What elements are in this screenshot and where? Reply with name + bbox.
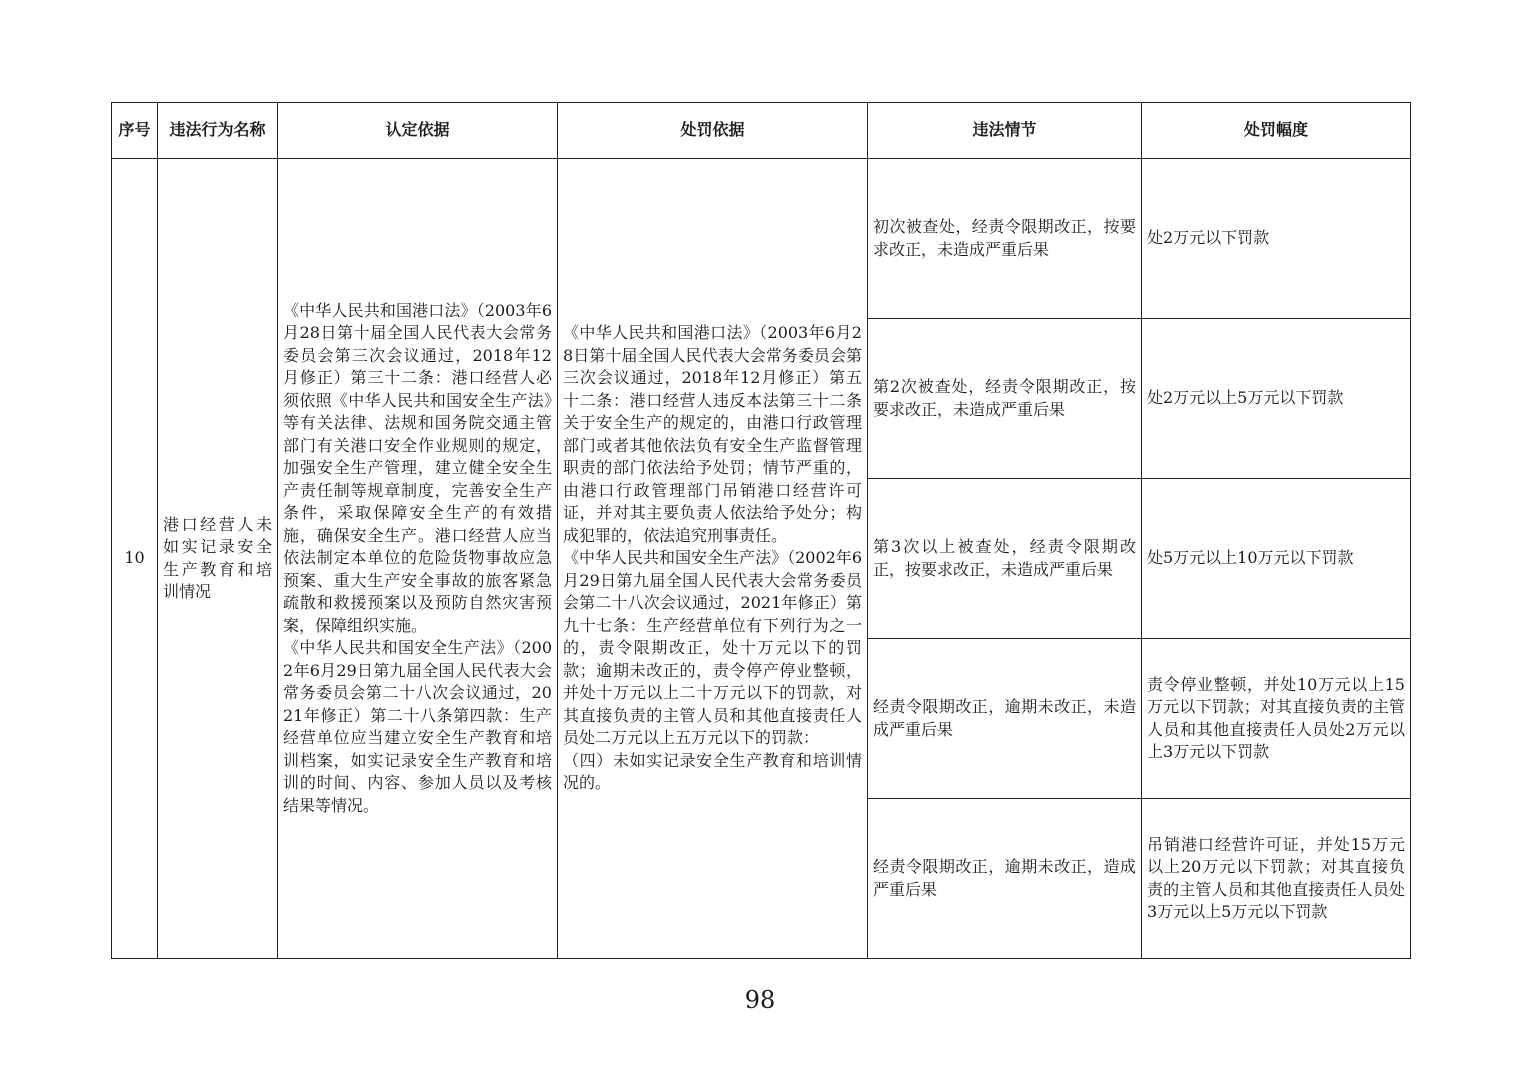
circumstance-cell: 第3次以上被查处，经责令限期改正，按要求改正，未造成严重后果 xyxy=(868,479,1142,639)
table-header-row xyxy=(112,103,1411,159)
circumstance-cell: 经责令限期改正，逾期未改正，未造成严重后果 xyxy=(868,639,1142,799)
page-number: 98 xyxy=(744,986,776,1014)
row-identification-basis xyxy=(278,159,558,959)
circumstance-cell: 初次被查处，经责令限期改正，按要求改正，未造成严重后果 xyxy=(868,159,1142,319)
row-violation-name: 港口经营人未如实记录安全生产教育和培训情况 xyxy=(158,159,278,959)
circumstance-cell: 第2次被查处，经责令限期改正，按要求改正，未造成严重后果 xyxy=(868,319,1142,479)
punish-safety-law: 《中华人民共和国安全生产法》（2002年6月29日第九届全国人民代表大会常务委员会第二十八次会议通过，2021年修正）第九十七条：生产经营单位有下列行为之一的，责令限期改正，处十万元以下的罚款；逾期未改正的，责令停产停业整顿，并处十万元以上二十万元以下的罚款，对其直接负责的主管人员和其他直接责任人员处二万元以上五万元以下的罚款： xyxy=(563,548,862,748)
circumstance-cell: 经责令限期改正，逾期未改正，造成严重后果 xyxy=(868,799,1142,959)
punish-item-four: （四）未如实记录安全生产教育和培训情况的。 xyxy=(563,750,862,793)
penalty-range-cell: 处2万元以上5万元以下罚款 xyxy=(1142,319,1411,479)
table-row xyxy=(112,159,1411,319)
penalty-range-cell: 处2万元以下罚款 xyxy=(1142,159,1411,319)
header-penalty-basis: 处罚依据 xyxy=(558,103,868,159)
header-penalty-range: 处罚幅度 xyxy=(1142,103,1411,159)
row-seq: 10 xyxy=(112,159,158,959)
basis-port-law: 《中华人民共和国港口法》（2003年6月28日第十届全国人民代表大会常务委员会第三次会议通过，2018年12月修正）第三十二条：港口经营人必须依照《中华人民共和国安全生产法》等有关法律、法规和国务院交通主管部门有关港口安全作业规则的规定，加强安全生产管理，建立健全安全生产责任制等规章制度，完善安全生产条件，采取保障安全生产的有效措施，确保安全生产。港口经营人应当依法制定本单位的危险货物事故应急预案、重大生产安全事故的旅客紧急疏散和救援预案以及预防自然灾害预案，保障组织实施。 xyxy=(283,300,552,635)
header-seq: 序号 xyxy=(112,103,158,159)
header-violation-name: 违法行为名称 xyxy=(158,103,278,159)
penalty-table xyxy=(111,102,1411,959)
penalty-range-cell: 处5万元以上10万元以下罚款 xyxy=(1142,479,1411,639)
header-circumstance: 违法情节 xyxy=(868,103,1142,159)
header-identification-basis: 认定依据 xyxy=(278,103,558,159)
penalty-range-cell: 责令停业整顿，并处10万元以上15万元以下罚款；对其直接负责的主管人员和其他直接责任人员处2万元以上3万元以下罚款 xyxy=(1142,639,1411,799)
penalty-range-cell: 吊销港口经营许可证，并处15万元以上20万元以下罚款；对其直接负责的主管人员和其他直接责任人员处3万元以上5万元以下罚款 xyxy=(1142,799,1411,959)
punish-port-law: 《中华人民共和国港口法》（2003年6月28日第十届全国人民代表大会常务委员会第三次会议通过，2018年12月修正）第五十二条：港口经营人违反本法第三十二条关于安全生产的规定的，由港口行政管理部门或者其他依法负有安全生产监督管理职责的部门依法给予处罚；情节严重的，由港口行政管理部门吊销港口经营许可证，并对其主要负责人依法给予处分；构成犯罪的，依法追究刑事责任。 xyxy=(563,323,862,545)
basis-safety-law: 《中华人民共和国安全生产法》（2002年6月29日第九届全国人民代表大会常务委员会第二十八次会议通过，2021年修正）第二十八条第四款：生产经营单位应当建立安全生产教育和培训档案，如实记录安全生产教育和培训的时间、内容、参加人员以及考核结果等情况。 xyxy=(283,638,552,815)
row-penalty-basis xyxy=(558,159,868,959)
